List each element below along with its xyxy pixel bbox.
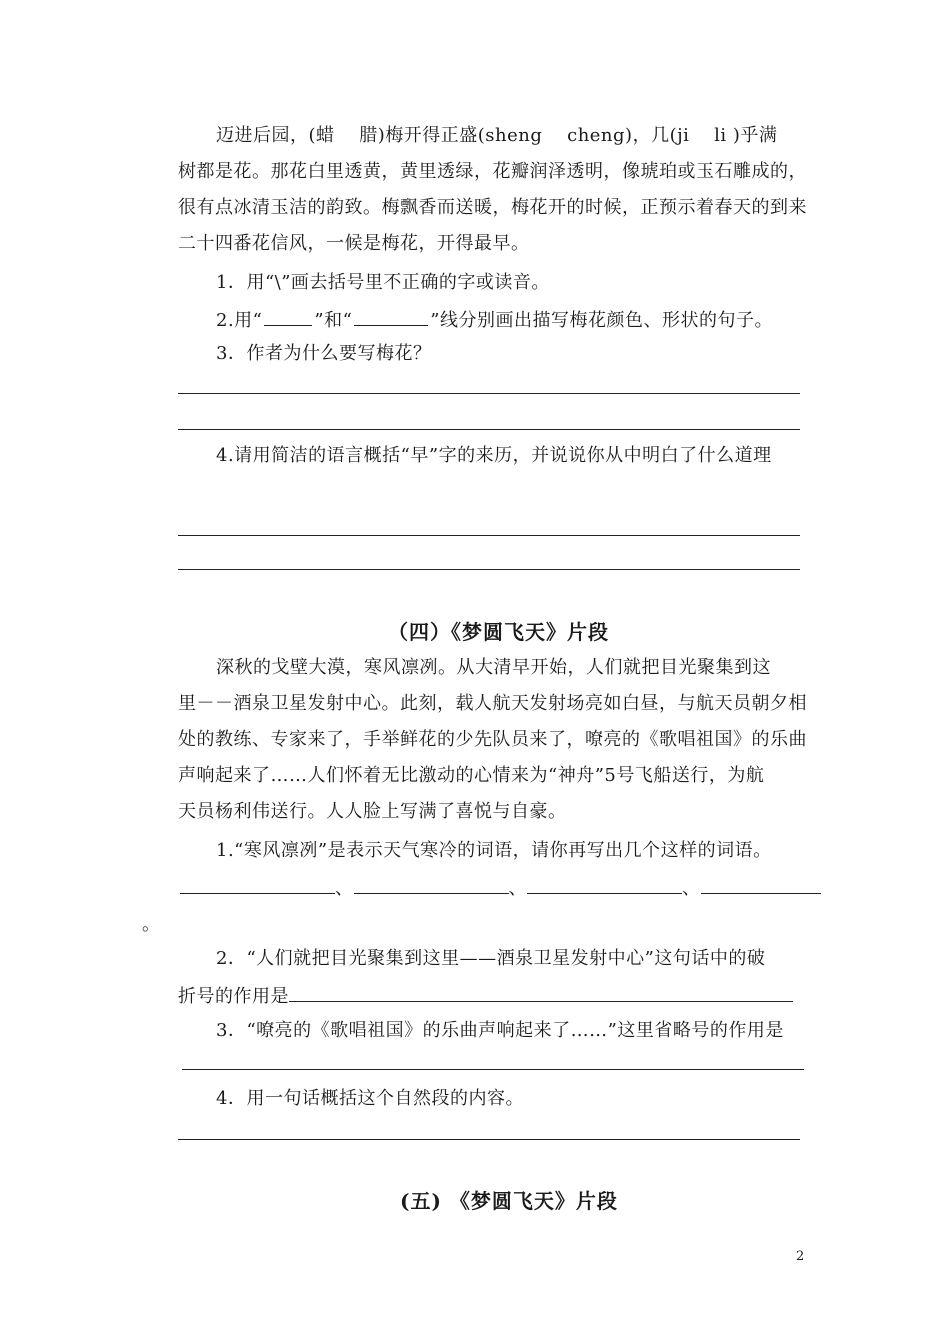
passage-line: 很有点冰清玉洁的韵致。梅飘香而送暖，梅花开的时候，正预示着春天的到来 xyxy=(178,197,807,218)
passage-line: 里－－酒泉卫星发射中心。此刻，载人航天发射场亮如白昼，与航天员朝夕相 xyxy=(178,693,807,714)
answer-line[interactable] xyxy=(178,535,800,536)
separator: 、 xyxy=(335,878,354,899)
answer-line[interactable] xyxy=(178,429,800,430)
section-heading: (五) 《梦圆飞天》片段 xyxy=(400,1189,618,1213)
question-1: 1.“寒风凛冽”是表示天气寒冷的词语，请你再写出几个这样的词语。 xyxy=(216,840,772,861)
question-2-text: 折号的作用是 xyxy=(178,986,289,1007)
answer-line[interactable] xyxy=(182,1069,804,1070)
blank-straight[interactable] xyxy=(354,307,428,326)
question-2: 2．“人们就把目光聚集到这里——酒泉卫星发射中心”这句话中的破 xyxy=(216,948,766,969)
end-mark: 。 xyxy=(142,914,161,935)
question-4: 4.请用简洁的语言概括“早”字的来历，并说说你从中明白了什么道理 xyxy=(216,445,772,466)
passage-line: 树都是花。那花白里透黄，黄里透绿，花瓣润泽透明，像琥珀或玉石雕成的， xyxy=(178,161,807,182)
passage-line: 天员杨利伟送行。人人脸上写满了喜悦与自豪。 xyxy=(178,801,567,822)
question-2-part-a: 2.用“ xyxy=(216,310,263,331)
separator: 、 xyxy=(682,878,701,899)
question-2-part-c: ”线分别画出描写梅花颜色、形状的句子。 xyxy=(430,310,773,331)
question-1: 1．用“\”画去括号里不正确的字或读音。 xyxy=(216,272,550,293)
passage-line: 声响起来了……人们怀着无比激动的心情来为“神舟”5号飞船送行，为航 xyxy=(178,765,765,786)
passage-line: 深秋的戈壁大漠，寒风凛冽。从大清早开始，人们就把目光聚集到这 xyxy=(216,657,771,678)
word-blank[interactable] xyxy=(701,875,821,894)
answer-line[interactable] xyxy=(178,569,800,570)
answer-line[interactable] xyxy=(178,1139,800,1140)
passage-line: 处的教练、专家来了，手举鲜花的少先队员来了，嘹亮的《歌唱祖国》的乐曲 xyxy=(178,729,807,750)
question-2 xyxy=(216,307,773,333)
question-4: 4．用一句话概括这个自然段的内容。 xyxy=(216,1088,524,1109)
answer-line[interactable] xyxy=(178,393,800,394)
word-blank[interactable] xyxy=(180,875,335,894)
blank-wavy[interactable] xyxy=(264,307,312,326)
question-3: 3．“嘹亮的《歌唱祖国》的乐曲声响起来了……”这里省略号的作用是 xyxy=(216,1020,784,1041)
question-3: 3．作者为什么要写梅花？ xyxy=(216,343,432,364)
answer-blank[interactable] xyxy=(289,983,793,1002)
word-blank[interactable] xyxy=(527,875,682,894)
question-2-cont xyxy=(178,983,793,1009)
word-blank[interactable] xyxy=(354,875,509,894)
section-heading: （四）《梦圆飞天》片段 xyxy=(388,620,609,644)
page-number: 2 xyxy=(796,1249,805,1264)
word-blanks-row xyxy=(180,875,821,901)
separator: 、 xyxy=(508,878,527,899)
question-2-part-b: ”和“ xyxy=(314,310,353,331)
passage-line: 二十四番花信风，一候是梅花，开得最早。 xyxy=(178,233,530,254)
passage-line: 迈进后园，(蜡 腊)梅开得正盛(sheng cheng)，几(ji li )乎满 xyxy=(216,125,778,146)
